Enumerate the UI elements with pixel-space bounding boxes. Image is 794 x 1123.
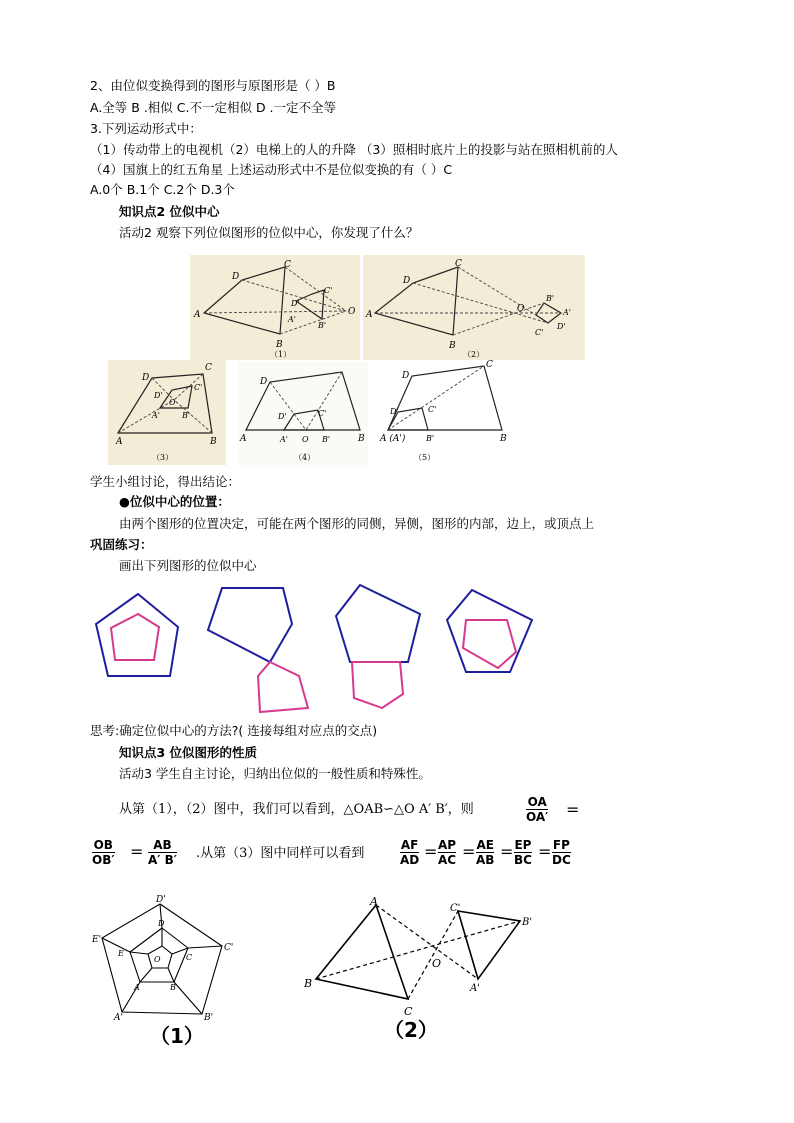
fig1-label-b: B bbox=[276, 340, 283, 350]
tri-label-bp: B' bbox=[522, 917, 533, 928]
fig3-label-c: C bbox=[205, 363, 212, 373]
fig5-label-aap: A (A') bbox=[380, 434, 406, 444]
fig5-label-d: D bbox=[402, 371, 410, 381]
fraction-ae-den: AB bbox=[476, 853, 495, 867]
homothety-figure-3 bbox=[108, 360, 226, 465]
tri-label-a: A bbox=[370, 895, 378, 908]
homothety-figure-4 bbox=[238, 362, 368, 465]
fig4-label-a: A bbox=[240, 434, 247, 444]
pent-label-bp: B' bbox=[204, 1013, 214, 1023]
fig2-caption: （2） bbox=[463, 350, 485, 359]
pent-label-a: A bbox=[134, 983, 140, 992]
fraction-fp-num: FP bbox=[552, 838, 570, 852]
practice-fig4-inner bbox=[463, 620, 516, 668]
bottom-pentagon-figure bbox=[90, 890, 240, 1023]
fig1-label-cp: C' bbox=[324, 286, 333, 295]
fig3-label-dp: D' bbox=[154, 391, 163, 400]
fig3-label-a: A bbox=[116, 437, 123, 447]
pent-label-e: E bbox=[118, 949, 124, 958]
fraction-fp-dc bbox=[552, 838, 571, 867]
q2-options: A.全等 B .相似 C.不一定相似 D .一定不全等 bbox=[90, 100, 337, 115]
equals-sign: = bbox=[500, 842, 514, 861]
think-line: 思考:确定位似中心的方法?( 连接每组对应点的交点) bbox=[90, 723, 378, 738]
fig2-label-d: D bbox=[403, 276, 411, 286]
q3-line2: （4）国旗上的红五角星 上述运动形式中不是位似变换的有（ ）C bbox=[90, 162, 453, 177]
fig3-label-b: B bbox=[210, 437, 217, 447]
bottom-caption-1: （1） bbox=[150, 1024, 204, 1048]
fraction-af-den: AD bbox=[400, 853, 420, 867]
fraction-af-ad bbox=[400, 838, 419, 867]
fraction-ap-num: AP bbox=[438, 838, 457, 852]
pent-label-ep: E' bbox=[92, 935, 102, 945]
kp2-title: 知识点2 位似中心 bbox=[119, 204, 220, 219]
discuss-body: 由两个图形的位置决定，可能在两个图形的同侧，异侧，图形的内部，边上，或顶点上 bbox=[119, 516, 595, 531]
fig4-label-d: D bbox=[260, 377, 268, 387]
tri-label-cp: C' bbox=[450, 903, 461, 914]
practice-fig3-inner bbox=[352, 662, 403, 708]
fraction-ab-num: AB bbox=[153, 838, 172, 852]
fraction-ap-ac bbox=[438, 838, 456, 867]
fig3-label-d: D bbox=[142, 373, 150, 383]
fraction-ap-den: AC bbox=[438, 853, 457, 867]
fig3-label-cp: C' bbox=[194, 383, 203, 392]
fig3-label-o: O bbox=[169, 398, 176, 407]
homothety-figure-2 bbox=[363, 255, 585, 360]
fig1-label-bp: B' bbox=[318, 321, 327, 330]
fig2-label-c: C bbox=[455, 259, 462, 269]
fig5-label-c: C bbox=[486, 360, 493, 370]
fraction-oa-den: OA′ bbox=[526, 810, 549, 824]
fig2-label-dp: D' bbox=[557, 322, 566, 331]
tri-label-c: C bbox=[404, 1005, 413, 1018]
equals-sign: = bbox=[566, 800, 580, 819]
fig2-label-ap: A' bbox=[563, 308, 571, 317]
fraction-ep-den: BC bbox=[514, 853, 532, 867]
fig4-label-ap: A' bbox=[280, 435, 288, 444]
tri-label-ap: A' bbox=[470, 983, 480, 994]
tri-label-b: B bbox=[304, 977, 313, 990]
fig2-label-o: O bbox=[517, 304, 525, 314]
pent-label-c: C bbox=[186, 953, 193, 962]
fig1-label-c: C bbox=[284, 260, 291, 270]
pent-label-d: D bbox=[158, 919, 165, 928]
fig3-label-ap: A' bbox=[152, 411, 160, 420]
kp3-activity: 活动3 学生自主讨论，归纳出位似的一般性质和特殊性。 bbox=[119, 766, 431, 781]
equals-sign: = bbox=[462, 842, 476, 861]
equals-sign: = bbox=[538, 842, 552, 861]
practice-fig1-outer bbox=[96, 594, 178, 676]
q3-stem: 3.下列运动形式中： bbox=[90, 121, 202, 136]
fig5-label-bp: B' bbox=[426, 434, 435, 443]
fraction-ob-num: OB bbox=[93, 838, 113, 852]
fig4-label-dp: D' bbox=[278, 412, 287, 421]
pent-label-b: B bbox=[170, 983, 176, 992]
pent-label-dp: D' bbox=[156, 895, 166, 905]
fig2-label-b: B bbox=[449, 341, 456, 351]
fig2-label-bp: B' bbox=[546, 294, 555, 303]
pent-label-o: O bbox=[154, 955, 161, 964]
kp2-activity: 活动2 观察下列位似图形的位似中心，你发现了什么？ bbox=[119, 225, 419, 240]
fig1-label-ap: A' bbox=[288, 315, 296, 324]
bottom-triangle-figure bbox=[300, 895, 550, 1025]
fraction-ep-bc bbox=[514, 838, 532, 867]
pent-label-cp: C' bbox=[224, 943, 234, 953]
fraction-af-num: AF bbox=[400, 838, 419, 852]
fraction-fp-den: DC bbox=[552, 853, 571, 867]
fraction-ae-ab bbox=[476, 838, 494, 867]
fig1-label-dp: D' bbox=[291, 299, 300, 308]
fig5-caption: （5） bbox=[414, 453, 436, 462]
discuss-heading: ●位似中心的位置： bbox=[119, 494, 230, 509]
practice-figures bbox=[90, 580, 540, 720]
fig1-label-d: D bbox=[232, 272, 240, 282]
q3-options: A.0个 B.1个 C.2个 D.3个 bbox=[90, 182, 235, 197]
equals-sign: = bbox=[424, 842, 438, 861]
bottom-caption-2: （2） bbox=[384, 1018, 438, 1042]
fraction-ob-den: OB′ bbox=[92, 853, 115, 867]
fig4-label-bp: B' bbox=[322, 435, 331, 444]
fraction-oa-oap bbox=[526, 795, 548, 824]
fig1-caption: （1） bbox=[270, 350, 292, 359]
q3-line1: （1）传动带上的电视机（2）电梯上的人的升降 （3）照相时底片上的投影与站在照相机前的人 bbox=[90, 142, 618, 157]
fraction-ep-num: EP bbox=[514, 838, 532, 852]
fig1-label-o: O bbox=[348, 307, 356, 317]
practice-fig2-inner bbox=[258, 662, 308, 712]
fig2-label-cp: C' bbox=[535, 328, 544, 337]
fig5-label-b: B bbox=[500, 434, 507, 444]
practice-task: 画出下列图形的位似中心 bbox=[119, 558, 257, 573]
property-line1: 从第（1），（2）图中，我们可以看到，△OAB∽△O A′ B′，则 bbox=[119, 802, 474, 817]
practice-title: 巩固练习： bbox=[90, 537, 153, 552]
fig1-label-a: A bbox=[194, 310, 201, 320]
practice-fig3-outer bbox=[336, 585, 420, 662]
homothety-figure-1 bbox=[190, 255, 360, 360]
practice-fig4-outer bbox=[447, 590, 532, 672]
pent-label-ap: A' bbox=[114, 1013, 123, 1023]
fraction-ab-den: A′ B′ bbox=[148, 853, 177, 867]
kp3-title: 知识点3 位似图形的性质 bbox=[119, 745, 258, 760]
practice-fig2-outer bbox=[208, 588, 292, 662]
fig2-label-a: A bbox=[366, 310, 373, 320]
fig3-caption: （3） bbox=[152, 453, 174, 462]
fraction-ob-obp bbox=[92, 838, 115, 867]
fig4-label-cp: C' bbox=[318, 409, 327, 418]
fig4-label-o: O bbox=[302, 435, 309, 444]
tri-label-o: O bbox=[432, 957, 442, 970]
property-line2: .从第（3）图中同样可以看到 bbox=[196, 846, 365, 861]
fraction-oa-num: OA bbox=[527, 795, 547, 809]
fig3-label-bp: B' bbox=[182, 411, 191, 420]
fraction-ae-num: AE bbox=[476, 838, 494, 852]
homothety-figure-5 bbox=[378, 362, 538, 465]
fig4-label-b: B bbox=[358, 434, 365, 444]
fraction-ab-apbp bbox=[148, 838, 177, 867]
fig5-label-dp: D' bbox=[390, 407, 399, 416]
equals-sign: = bbox=[130, 842, 144, 861]
q2-stem: 2、由位似变换得到的图形与原图形是（ ）B bbox=[90, 78, 336, 93]
practice-fig1-inner bbox=[111, 614, 159, 660]
fig5-label-cp: C' bbox=[428, 405, 437, 414]
fig4-caption: （4） bbox=[294, 453, 316, 462]
discuss-intro: 学生小组讨论，得出结论： bbox=[90, 474, 241, 489]
